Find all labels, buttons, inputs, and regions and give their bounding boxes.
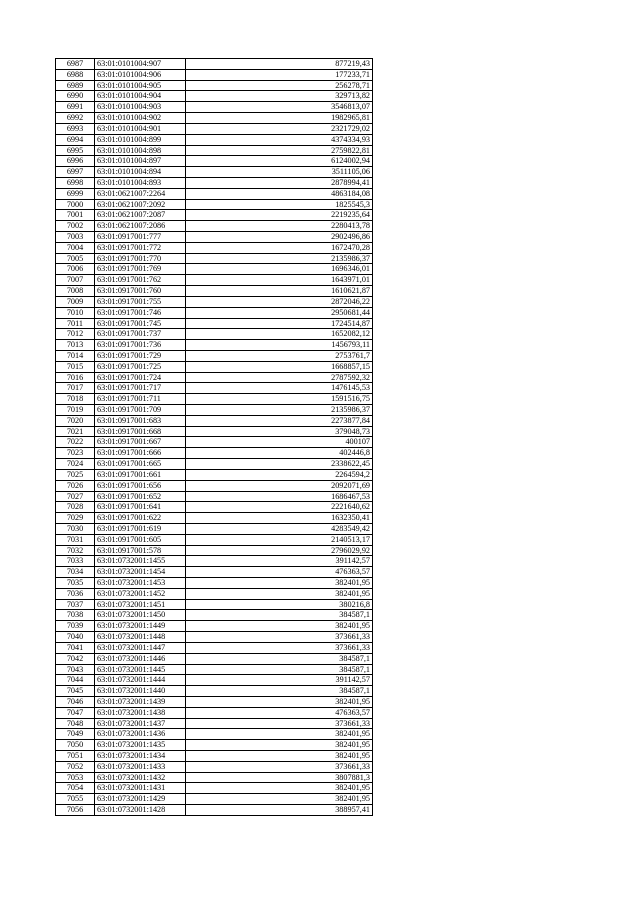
table-row <box>56 783 373 794</box>
table-row <box>56 91 373 102</box>
row-number-cell: 7048 <box>56 718 95 729</box>
cadastral-number-cell: 63:01:0917001:683 <box>95 415 186 426</box>
table-row <box>56 232 373 243</box>
value-cell: 400107 <box>186 437 373 448</box>
cadastral-number-cell: 63:01:0917001:619 <box>95 523 186 534</box>
row-number-cell: 7054 <box>56 783 95 794</box>
value-cell: 2950681,44 <box>186 307 373 318</box>
cadastral-number-cell: 63:01:0732001:1444 <box>95 675 186 686</box>
row-number-cell: 6997 <box>56 167 95 178</box>
table-row <box>56 199 373 210</box>
cadastral-number-cell: 63:01:0101004:906 <box>95 69 186 80</box>
value-cell: 2872046,22 <box>186 296 373 307</box>
table-row <box>56 599 373 610</box>
cadastral-number-cell: 63:01:0917001:661 <box>95 469 186 480</box>
row-number-cell: 7005 <box>56 253 95 264</box>
cadastral-number-cell: 63:01:0917001:762 <box>95 275 186 286</box>
table-row <box>56 383 373 394</box>
row-number-cell: 7052 <box>56 761 95 772</box>
row-number-cell: 6990 <box>56 91 95 102</box>
table-row <box>56 556 373 567</box>
cadastral-number-cell: 63:01:0917001:652 <box>95 491 186 502</box>
value-cell: 1610621,87 <box>186 286 373 297</box>
table-row <box>56 632 373 643</box>
cadastral-number-cell: 63:01:0732001:1440 <box>95 686 186 697</box>
row-number-cell: 7015 <box>56 361 95 372</box>
cadastral-number-cell: 63:01:0917001:724 <box>95 372 186 383</box>
cadastral-number-cell: 63:01:0917001:725 <box>95 361 186 372</box>
table-row <box>56 113 373 124</box>
cadastral-number-cell: 63:01:0101004:898 <box>95 145 186 156</box>
table-row <box>56 772 373 783</box>
row-number-cell: 7008 <box>56 286 95 297</box>
table-row <box>56 275 373 286</box>
table-row <box>56 761 373 772</box>
table-row <box>56 296 373 307</box>
row-number-cell: 7044 <box>56 675 95 686</box>
cadastral-number-cell: 63:01:0621007:2086 <box>95 221 186 232</box>
cadastral-number-cell: 63:01:0732001:1447 <box>95 642 186 653</box>
cadastral-number-cell: 63:01:0732001:1435 <box>95 740 186 751</box>
row-number-cell: 7041 <box>56 642 95 653</box>
table-row <box>56 69 373 80</box>
table-row <box>56 405 373 416</box>
table-row <box>56 426 373 437</box>
row-number-cell: 6999 <box>56 188 95 199</box>
table-row <box>56 534 373 545</box>
row-number-cell: 7047 <box>56 707 95 718</box>
cadastral-number-cell: 63:01:0917001:717 <box>95 383 186 394</box>
row-number-cell: 6987 <box>56 59 95 70</box>
row-number-cell: 7031 <box>56 534 95 545</box>
table-row <box>56 350 373 361</box>
table-row <box>56 80 373 91</box>
cadastral-number-cell: 63:01:0101004:899 <box>95 134 186 145</box>
table-row <box>56 513 373 524</box>
value-cell: 6124002,94 <box>186 156 373 167</box>
row-number-cell: 6996 <box>56 156 95 167</box>
value-cell: 2280413,78 <box>186 221 373 232</box>
row-number-cell: 7006 <box>56 264 95 275</box>
row-number-cell: 7053 <box>56 772 95 783</box>
cadastral-number-cell: 63:01:0917001:711 <box>95 394 186 405</box>
row-number-cell: 7045 <box>56 686 95 697</box>
value-cell: 1825545,3 <box>186 199 373 210</box>
table-row <box>56 588 373 599</box>
row-number-cell: 7030 <box>56 523 95 534</box>
cadastral-number-cell: 63:01:0101004:894 <box>95 167 186 178</box>
value-cell: 1643971,01 <box>186 275 373 286</box>
cadastral-number-cell: 63:01:0732001:1445 <box>95 664 186 675</box>
table-row <box>56 740 373 751</box>
cadastral-number-cell: 63:01:0917001:737 <box>95 329 186 340</box>
table-row <box>56 491 373 502</box>
value-cell: 2219235,64 <box>186 210 373 221</box>
cadastral-number-cell: 63:01:0621007:2087 <box>95 210 186 221</box>
value-cell: 1632350,41 <box>186 513 373 524</box>
value-cell: 1591516,75 <box>186 394 373 405</box>
row-number-cell: 6998 <box>56 177 95 188</box>
value-cell: 391142,57 <box>186 556 373 567</box>
value-cell: 1982965,81 <box>186 113 373 124</box>
value-cell: 388957,41 <box>186 805 373 816</box>
table-row <box>56 805 373 816</box>
table-row <box>56 686 373 697</box>
cadastral-number-cell: 63:01:0917001:665 <box>95 459 186 470</box>
value-cell: 2902496,86 <box>186 232 373 243</box>
row-number-cell: 7022 <box>56 437 95 448</box>
value-cell: 373661,33 <box>186 718 373 729</box>
table-row <box>56 707 373 718</box>
row-number-cell: 7043 <box>56 664 95 675</box>
cadastral-number-cell: 63:01:0732001:1454 <box>95 567 186 578</box>
row-number-cell: 7029 <box>56 513 95 524</box>
value-cell: 382401,95 <box>186 794 373 805</box>
cadastral-number-cell: 63:01:0621007:2264 <box>95 188 186 199</box>
table-row <box>56 372 373 383</box>
value-cell: 2787592,32 <box>186 372 373 383</box>
value-cell: 476363,57 <box>186 567 373 578</box>
table-row <box>56 361 373 372</box>
table-row <box>56 567 373 578</box>
cadastral-number-cell: 63:01:0732001:1450 <box>95 610 186 621</box>
value-cell: 382401,95 <box>186 729 373 740</box>
table-row <box>56 469 373 480</box>
cadastral-number-cell: 63:01:0917001:578 <box>95 545 186 556</box>
row-number-cell: 7042 <box>56 653 95 664</box>
table-row <box>56 642 373 653</box>
row-number-cell: 7010 <box>56 307 95 318</box>
row-number-cell: 7036 <box>56 588 95 599</box>
table-row <box>56 664 373 675</box>
cadastral-number-cell: 63:01:0732001:1433 <box>95 761 186 772</box>
cadastral-number-cell: 63:01:0732001:1439 <box>95 696 186 707</box>
table-row <box>56 610 373 621</box>
cadastral-number-cell: 63:01:0101004:904 <box>95 91 186 102</box>
cadastral-number-cell: 63:01:0621007:2092 <box>95 199 186 210</box>
cadastral-number-cell: 63:01:0917001:729 <box>95 350 186 361</box>
value-cell: 3511105,06 <box>186 167 373 178</box>
value-cell: 382401,95 <box>186 751 373 762</box>
table-row <box>56 459 373 470</box>
table-row <box>56 156 373 167</box>
value-cell: 382401,95 <box>186 588 373 599</box>
cadastral-number-cell: 63:01:0917001:746 <box>95 307 186 318</box>
table-row <box>56 653 373 664</box>
value-cell: 2273877,84 <box>186 415 373 426</box>
table-row <box>56 177 373 188</box>
table-row <box>56 102 373 113</box>
row-number-cell: 7034 <box>56 567 95 578</box>
value-cell: 2753761,7 <box>186 350 373 361</box>
row-number-cell: 7040 <box>56 632 95 643</box>
row-number-cell: 7035 <box>56 578 95 589</box>
row-number-cell: 6995 <box>56 145 95 156</box>
row-number-cell: 7013 <box>56 340 95 351</box>
row-number-cell: 7037 <box>56 599 95 610</box>
value-cell: 402446,8 <box>186 448 373 459</box>
cadastral-number-cell: 63:01:0917001:745 <box>95 318 186 329</box>
row-number-cell: 6992 <box>56 113 95 124</box>
row-number-cell: 7016 <box>56 372 95 383</box>
value-cell: 2759822,81 <box>186 145 373 156</box>
cadastral-number-cell: 63:01:0101004:893 <box>95 177 186 188</box>
value-cell: 1456793,11 <box>186 340 373 351</box>
cadastral-number-cell: 63:01:0917001:770 <box>95 253 186 264</box>
table-row <box>56 210 373 221</box>
row-number-cell: 7003 <box>56 232 95 243</box>
value-cell: 256278,71 <box>186 80 373 91</box>
row-number-cell: 7046 <box>56 696 95 707</box>
cadastral-number-cell: 63:01:0917001:656 <box>95 480 186 491</box>
table-row <box>56 253 373 264</box>
row-number-cell: 7049 <box>56 729 95 740</box>
table-row <box>56 751 373 762</box>
value-cell: 382401,95 <box>186 696 373 707</box>
row-number-cell: 7028 <box>56 502 95 513</box>
value-cell: 1652082,12 <box>186 329 373 340</box>
value-cell: 1476145,53 <box>186 383 373 394</box>
row-number-cell: 7018 <box>56 394 95 405</box>
cadastral-number-cell: 63:01:0917001:668 <box>95 426 186 437</box>
row-number-cell: 7009 <box>56 296 95 307</box>
table-row <box>56 221 373 232</box>
data-table <box>55 58 373 816</box>
cadastral-number-cell: 63:01:0732001:1432 <box>95 772 186 783</box>
row-number-cell: 6989 <box>56 80 95 91</box>
row-number-cell: 7050 <box>56 740 95 751</box>
row-number-cell: 7026 <box>56 480 95 491</box>
row-number-cell: 7000 <box>56 199 95 210</box>
value-cell: 379048,73 <box>186 426 373 437</box>
cadastral-number-cell: 63:01:0917001:709 <box>95 405 186 416</box>
cadastral-number-cell: 63:01:0732001:1438 <box>95 707 186 718</box>
cadastral-number-cell: 63:01:0917001:667 <box>95 437 186 448</box>
value-cell: 2878994,41 <box>186 177 373 188</box>
row-number-cell: 7033 <box>56 556 95 567</box>
row-number-cell: 7027 <box>56 491 95 502</box>
value-cell: 391142,57 <box>186 675 373 686</box>
value-cell: 384587,1 <box>186 610 373 621</box>
cadastral-number-cell: 63:01:0732001:1451 <box>95 599 186 610</box>
value-cell: 2321729,02 <box>186 123 373 134</box>
cadastral-number-cell: 63:01:0917001:641 <box>95 502 186 513</box>
value-cell: 2796029,92 <box>186 545 373 556</box>
value-cell: 380216,8 <box>186 599 373 610</box>
value-cell: 2264594,2 <box>186 469 373 480</box>
row-number-cell: 7021 <box>56 426 95 437</box>
cadastral-number-cell: 63:01:0101004:903 <box>95 102 186 113</box>
cadastral-number-cell: 63:01:0917001:666 <box>95 448 186 459</box>
cadastral-number-cell: 63:01:0732001:1455 <box>95 556 186 567</box>
table-row <box>56 437 373 448</box>
cadastral-number-cell: 63:01:0101004:902 <box>95 113 186 124</box>
table-row <box>56 794 373 805</box>
value-cell: 177233,71 <box>186 69 373 80</box>
value-cell: 382401,95 <box>186 740 373 751</box>
table-row <box>56 123 373 134</box>
cadastral-number-cell: 63:01:0917001:622 <box>95 513 186 524</box>
value-cell: 382401,95 <box>186 578 373 589</box>
value-cell: 373661,33 <box>186 642 373 653</box>
row-number-cell: 7017 <box>56 383 95 394</box>
table-row <box>56 242 373 253</box>
cadastral-number-cell: 63:01:0917001:755 <box>95 296 186 307</box>
value-cell: 2338622,45 <box>186 459 373 470</box>
value-cell: 2221640,62 <box>186 502 373 513</box>
cadastral-number-cell: 63:01:0732001:1431 <box>95 783 186 794</box>
table-row <box>56 718 373 729</box>
cadastral-number-cell: 63:01:0732001:1437 <box>95 718 186 729</box>
row-number-cell: 7001 <box>56 210 95 221</box>
value-cell: 1672470,28 <box>186 242 373 253</box>
value-cell: 384587,1 <box>186 653 373 664</box>
value-cell: 1724514,87 <box>186 318 373 329</box>
value-cell: 4863184,08 <box>186 188 373 199</box>
cadastral-number-cell: 63:01:0732001:1436 <box>95 729 186 740</box>
row-number-cell: 7019 <box>56 405 95 416</box>
cadastral-number-cell: 63:01:0732001:1448 <box>95 632 186 643</box>
value-cell: 373661,33 <box>186 761 373 772</box>
cadastral-number-cell: 63:01:0732001:1428 <box>95 805 186 816</box>
table-row <box>56 286 373 297</box>
table-row <box>56 307 373 318</box>
row-number-cell: 7024 <box>56 459 95 470</box>
row-number-cell: 7011 <box>56 318 95 329</box>
table-row <box>56 318 373 329</box>
cadastral-number-cell: 63:01:0732001:1429 <box>95 794 186 805</box>
row-number-cell: 7004 <box>56 242 95 253</box>
cadastral-number-cell: 63:01:0101004:907 <box>95 59 186 70</box>
row-number-cell: 7025 <box>56 469 95 480</box>
value-cell: 384587,1 <box>186 664 373 675</box>
table-row <box>56 696 373 707</box>
value-cell: 2135986,37 <box>186 253 373 264</box>
cadastral-number-cell: 63:01:0917001:760 <box>95 286 186 297</box>
value-cell: 1696346,01 <box>186 264 373 275</box>
value-cell: 384587,1 <box>186 686 373 697</box>
value-cell: 382401,95 <box>186 783 373 794</box>
table-row <box>56 145 373 156</box>
value-cell: 3546813,07 <box>186 102 373 113</box>
table-row <box>56 523 373 534</box>
table-row <box>56 448 373 459</box>
row-number-cell: 7038 <box>56 610 95 621</box>
row-number-cell: 7014 <box>56 350 95 361</box>
cadastral-number-cell: 63:01:0917001:769 <box>95 264 186 275</box>
value-cell: 1668857,15 <box>186 361 373 372</box>
value-cell: 4374334,93 <box>186 134 373 145</box>
row-number-cell: 7007 <box>56 275 95 286</box>
cadastral-number-cell: 63:01:0101004:897 <box>95 156 186 167</box>
value-cell: 373661,33 <box>186 632 373 643</box>
row-number-cell: 6994 <box>56 134 95 145</box>
row-number-cell: 6991 <box>56 102 95 113</box>
table-row <box>56 621 373 632</box>
cadastral-number-cell: 63:01:0917001:736 <box>95 340 186 351</box>
table-row <box>56 264 373 275</box>
table-row <box>56 394 373 405</box>
row-number-cell: 6988 <box>56 69 95 80</box>
row-number-cell: 7056 <box>56 805 95 816</box>
value-cell: 329713,82 <box>186 91 373 102</box>
table-row <box>56 545 373 556</box>
table-row <box>56 502 373 513</box>
value-cell: 877219,43 <box>186 59 373 70</box>
row-number-cell: 7012 <box>56 329 95 340</box>
row-number-cell: 6993 <box>56 123 95 134</box>
cadastral-number-cell: 63:01:0732001:1449 <box>95 621 186 632</box>
cadastral-number-cell: 63:01:0917001:605 <box>95 534 186 545</box>
row-number-cell: 7023 <box>56 448 95 459</box>
cadastral-number-cell: 63:01:0101004:905 <box>95 80 186 91</box>
table-row <box>56 329 373 340</box>
cadastral-number-cell: 63:01:0917001:772 <box>95 242 186 253</box>
value-cell: 2135986,37 <box>186 405 373 416</box>
row-number-cell: 7051 <box>56 751 95 762</box>
value-cell: 382401,95 <box>186 621 373 632</box>
table-row <box>56 480 373 491</box>
table-row <box>56 729 373 740</box>
table-row <box>56 59 373 70</box>
cadastral-number-cell: 63:01:0732001:1453 <box>95 578 186 589</box>
table-row <box>56 415 373 426</box>
value-cell: 2140513,17 <box>186 534 373 545</box>
cadastral-number-cell: 63:01:0917001:777 <box>95 232 186 243</box>
table-row <box>56 340 373 351</box>
row-number-cell: 7055 <box>56 794 95 805</box>
value-cell: 4283549,42 <box>186 523 373 534</box>
row-number-cell: 7039 <box>56 621 95 632</box>
value-cell: 1686467,53 <box>186 491 373 502</box>
table-row <box>56 134 373 145</box>
cadastral-number-cell: 63:01:0101004:901 <box>95 123 186 134</box>
row-number-cell: 7020 <box>56 415 95 426</box>
row-number-cell: 7002 <box>56 221 95 232</box>
value-cell: 2092071,69 <box>186 480 373 491</box>
table-body <box>56 59 373 816</box>
cadastral-number-cell: 63:01:0732001:1434 <box>95 751 186 762</box>
table-row <box>56 167 373 178</box>
table-row <box>56 188 373 199</box>
table-row <box>56 675 373 686</box>
table-row <box>56 578 373 589</box>
row-number-cell: 7032 <box>56 545 95 556</box>
value-cell: 476363,57 <box>186 707 373 718</box>
value-cell: 3807881,3 <box>186 772 373 783</box>
cadastral-number-cell: 63:01:0732001:1452 <box>95 588 186 599</box>
cadastral-number-cell: 63:01:0732001:1446 <box>95 653 186 664</box>
